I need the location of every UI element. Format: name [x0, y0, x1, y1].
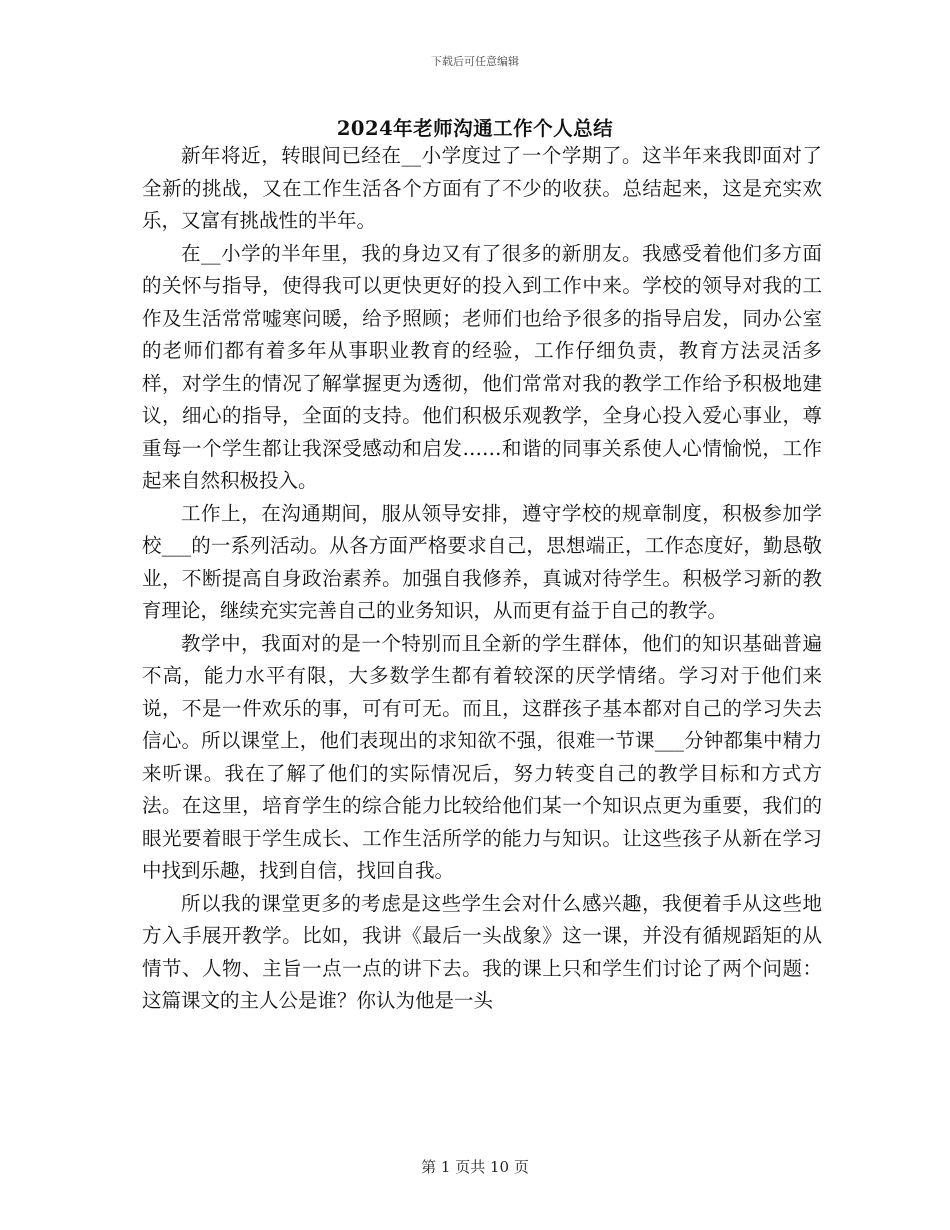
paragraph-5: 所以我的课堂更多的考虑是这些学生会对什么感兴趣，我便着手从这些地方入手展开教学。比如，我讲《最后一头战象》这一课，并没有循规蹈矩的从情节、人物、主旨一点一点的讲下去。我的课上只和学生们讨论了两个问题：这篇课文的主人公是谁？你认为他是一头: [142, 891, 822, 1012]
document-body: [142, 140, 822, 1018]
page-number-footer: 第 1 页共 10 页: [421, 1158, 529, 1176]
paragraph-2: 在__小学的半年里，我的身边又有了很多的新朋友。我感受着他们多方面的关怀与指导，使得我可以更快更好的投入到工作中来。学校的领导对我的工作及生活常常嘘寒问暖，给予照顾；老师们也给予很多的指导启发，同办公室的老师们都有着多年从事职业教育的经验，工作仔细负责，教育方法灵活多样，对学生的情况了解掌握更为透彻，他们常常对我的教学工作给予积极地建议，细心的指导，全面的支持。他们积极乐观教学，全身心投入爱心事业，尊重每一个学生都让我深受感动和启发……和谐的同事关系使人心情愉悦，工作起来自然积极投入。: [142, 241, 822, 492]
header-note: 下载后可任意编辑: [431, 55, 519, 68]
paragraph-4: 教学中，我面对的是一个特别而且全新的学生群体，他们的知识基础普遍不高，能力水平有限，大多数学生都有着较深的厌学情绪。学习对于他们来说，不是一件欢乐的事，可有可无。而且，这群孩子基本都对自己的学习失去信心。所以课堂上，他们表现出的求知欲不强，很难一节课___分钟都集中精力来听课。我在了解了他们的实际情况后，努力转变自己的教学目标和方式方法。在这里，培育学生的综合能力比较给他们某一个知识点更为重要，我们的眼光要着眼于学生成长、工作生活所学的能力与知识。让这些孩子从新在学习中找到乐趣，找到自信，找回自我。: [142, 631, 822, 882]
paragraph-3: 工作上，在沟通期间，服从领导安排，遵守学校的规章制度，积极参加学校___的一系列活动。从各方面严格要求自己，思想端正，工作态度好，勤恳敬业，不断提高自身政治素养。加强自我修养，真诚对待学生。积极学习新的教育理论，继续充实完善自己的业务知识，从而更有益于自己的教学。: [142, 501, 822, 622]
paragraph-1: 新年将近，转眼间已经在__小学度过了一个学期了。这半年来我即面对了全新的挑战，又在工作生活各个方面有了不少的收获。总结起来，这是充实欢乐，又富有挑战性的半年。: [142, 144, 822, 232]
document-title: 2024年老师沟通工作个人总结: [336, 117, 614, 140]
